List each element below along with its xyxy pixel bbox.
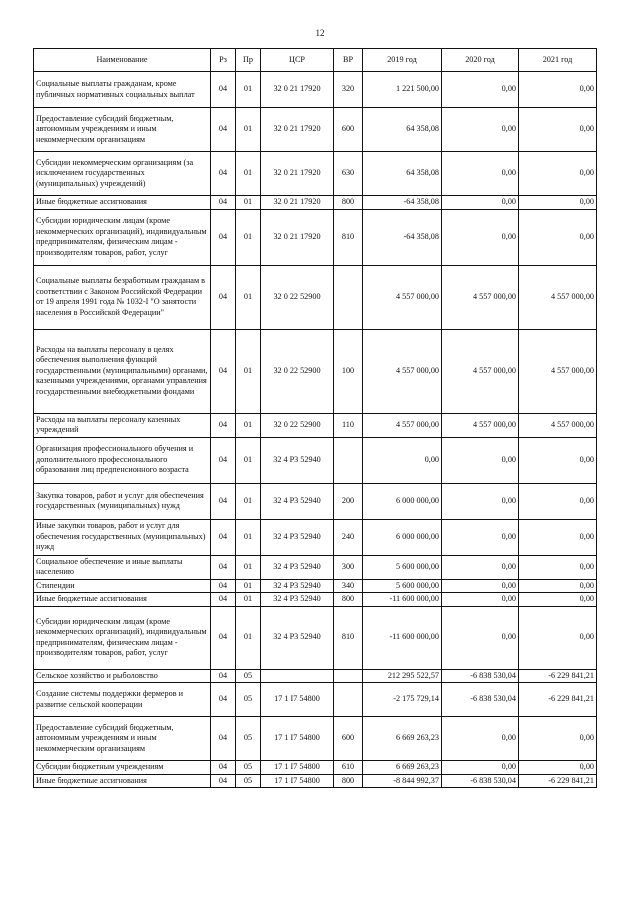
row-pr: 01 <box>236 413 261 437</box>
table-row <box>34 329 597 413</box>
table-row <box>34 108 597 152</box>
row-2021: 4 557 000,00 <box>519 329 597 413</box>
row-rz: 04 <box>211 152 236 196</box>
table-row <box>34 593 597 607</box>
row-2020: 0,00 <box>442 483 519 519</box>
row-rz: 04 <box>211 593 236 607</box>
row-name: Предоставление субсидий бюджетным, автономным учреждениям и иным некоммерческим организациям <box>34 108 211 152</box>
row-2019: 4 557 000,00 <box>363 265 442 329</box>
row-csr: 32 0 21 17920 <box>261 72 334 108</box>
row-name: Расходы на выплаты персоналу в целях обеспечения выполнения функций государственными (муниципальными) органами, казенными учреждениями, органами управления государственными внебюджетными фондами <box>34 329 211 413</box>
row-csr: 32 0 22 52900 <box>261 329 334 413</box>
header-2019: 2019 год <box>363 49 442 72</box>
row-csr: 32 4 P3 52940 <box>261 437 334 483</box>
row-2019: -8 844 992,37 <box>363 774 442 788</box>
row-vr: 600 <box>334 108 363 152</box>
row-name: Стипендии <box>34 579 211 593</box>
table-row <box>34 437 597 483</box>
row-2021: 0,00 <box>519 437 597 483</box>
row-2019: 6 669 263,23 <box>363 761 442 775</box>
table-row <box>34 761 597 775</box>
row-pr: 01 <box>236 108 261 152</box>
row-2021: 0,00 <box>519 519 597 555</box>
row-2020: 0,00 <box>442 579 519 593</box>
row-2019: 4 557 000,00 <box>363 413 442 437</box>
row-2020: 0,00 <box>442 152 519 196</box>
row-csr: 32 4 P3 52940 <box>261 483 334 519</box>
row-name: Иные бюджетные ассигнования <box>34 593 211 607</box>
header-vr: ВР <box>334 49 363 72</box>
row-rz: 04 <box>211 717 236 761</box>
row-rz: 04 <box>211 72 236 108</box>
table-row <box>34 209 597 265</box>
row-pr: 05 <box>236 761 261 775</box>
row-rz: 04 <box>211 579 236 593</box>
row-2020: 0,00 <box>442 519 519 555</box>
row-2021: 0,00 <box>519 196 597 210</box>
table-row <box>34 579 597 593</box>
row-rz: 04 <box>211 555 236 579</box>
row-2019: 64 358,08 <box>363 152 442 196</box>
row-pr: 01 <box>236 209 261 265</box>
header-csr: ЦСР <box>261 49 334 72</box>
row-vr: 800 <box>334 593 363 607</box>
row-2021: 0,00 <box>519 555 597 579</box>
row-2019: -2 175 729,14 <box>363 683 442 717</box>
row-rz: 04 <box>211 265 236 329</box>
row-csr: 32 0 21 17920 <box>261 108 334 152</box>
row-rz: 04 <box>211 519 236 555</box>
row-name: Сельское хозяйство и рыболовство <box>34 669 211 683</box>
table-row <box>34 483 597 519</box>
table-row <box>34 265 597 329</box>
row-csr: 32 0 21 17920 <box>261 152 334 196</box>
row-2021: 0,00 <box>519 717 597 761</box>
row-2019: 6 000 000,00 <box>363 483 442 519</box>
row-2020: 4 557 000,00 <box>442 265 519 329</box>
row-csr: 32 0 21 17920 <box>261 196 334 210</box>
row-csr: 32 0 22 52900 <box>261 413 334 437</box>
row-2020: 4 557 000,00 <box>442 413 519 437</box>
row-2021: 4 557 000,00 <box>519 265 597 329</box>
row-2020: 0,00 <box>442 761 519 775</box>
row-vr: 600 <box>334 717 363 761</box>
row-name: Иные бюджетные ассигнования <box>34 774 211 788</box>
row-csr <box>261 669 334 683</box>
row-vr: 320 <box>334 72 363 108</box>
row-csr: 32 4 P3 52940 <box>261 606 334 669</box>
row-name: Социальные выплаты безработным гражданам в соответствии с Законом Российской Федерации от 19 апреля 1991 года № 1032-I "О занятости населения в Российской Федерации" <box>34 265 211 329</box>
table-row <box>34 152 597 196</box>
header-pr: Пр <box>236 49 261 72</box>
row-pr: 01 <box>236 72 261 108</box>
row-2019: 4 557 000,00 <box>363 329 442 413</box>
row-2020: 0,00 <box>442 196 519 210</box>
row-2020: -6 838 530,04 <box>442 683 519 717</box>
row-name: Субсидии юридическим лицам (кроме некоммерческих организаций), индивидуальным предпринимателям, физическим лицам - производителям товаров, работ, услуг <box>34 209 211 265</box>
row-rz: 04 <box>211 329 236 413</box>
row-csr: 32 4 P3 52940 <box>261 579 334 593</box>
row-csr: 17 1 I7 54800 <box>261 717 334 761</box>
row-vr: 810 <box>334 209 363 265</box>
row-rz: 04 <box>211 774 236 788</box>
header-name: Наименование <box>34 49 211 72</box>
row-pr: 01 <box>236 196 261 210</box>
row-2019: 212 295 522,57 <box>363 669 442 683</box>
row-2019: 5 600 000,00 <box>363 579 442 593</box>
header-2021: 2021 год <box>519 49 597 72</box>
row-2019: -64 358,08 <box>363 209 442 265</box>
row-name: Иные бюджетные ассигнования <box>34 196 211 210</box>
row-name: Социальные выплаты гражданам, кроме публичных нормативных социальных выплат <box>34 72 211 108</box>
row-2021: 0,00 <box>519 606 597 669</box>
row-name: Расходы на выплаты персоналу казенных учреждений <box>34 413 211 437</box>
row-2020: -6 838 530,04 <box>442 669 519 683</box>
table-row <box>34 72 597 108</box>
row-name: Субсидии некоммерческим организациям (за исключением государственных (муниципальных) учреждений) <box>34 152 211 196</box>
row-vr <box>334 265 363 329</box>
row-vr: 610 <box>334 761 363 775</box>
row-2021: -6 229 841,21 <box>519 669 597 683</box>
row-pr: 01 <box>236 555 261 579</box>
row-2021: 0,00 <box>519 579 597 593</box>
row-rz: 04 <box>211 669 236 683</box>
row-rz: 04 <box>211 761 236 775</box>
row-2020: 0,00 <box>442 72 519 108</box>
row-2019: -11 600 000,00 <box>363 593 442 607</box>
row-vr: 810 <box>334 606 363 669</box>
row-vr: 300 <box>334 555 363 579</box>
table-row <box>34 555 597 579</box>
page-number: 12 <box>315 28 325 38</box>
row-2021: 0,00 <box>519 483 597 519</box>
table-row <box>34 519 597 555</box>
row-2020: 0,00 <box>442 606 519 669</box>
table-header-row <box>34 49 597 72</box>
row-2019: 64 358,08 <box>363 108 442 152</box>
row-2020: -6 838 530,04 <box>442 774 519 788</box>
row-2019: -11 600 000,00 <box>363 606 442 669</box>
row-2021: 4 557 000,00 <box>519 413 597 437</box>
row-csr: 17 1 I7 54800 <box>261 761 334 775</box>
row-2021: 0,00 <box>519 108 597 152</box>
row-vr: 340 <box>334 579 363 593</box>
row-2021: 0,00 <box>519 761 597 775</box>
row-vr <box>334 437 363 483</box>
row-rz: 04 <box>211 413 236 437</box>
row-pr: 01 <box>236 152 261 196</box>
row-vr <box>334 683 363 717</box>
row-csr: 32 4 P3 52940 <box>261 519 334 555</box>
row-rz: 04 <box>211 483 236 519</box>
row-pr: 01 <box>236 606 261 669</box>
row-name: Субсидии бюджетным учреждениям <box>34 761 211 775</box>
row-vr: 800 <box>334 196 363 210</box>
row-rz: 04 <box>211 209 236 265</box>
row-2020: 0,00 <box>442 108 519 152</box>
row-rz: 04 <box>211 196 236 210</box>
row-name: Предоставление субсидий бюджетным, автономным учреждениям и иным некоммерческим организациям <box>34 717 211 761</box>
row-2020: 0,00 <box>442 437 519 483</box>
row-2019: 5 600 000,00 <box>363 555 442 579</box>
row-vr: 800 <box>334 774 363 788</box>
row-2019: 6 669 263,23 <box>363 717 442 761</box>
row-2019: 1 221 500,00 <box>363 72 442 108</box>
row-vr <box>334 669 363 683</box>
row-name: Организация профессионального обучения и дополнительного профессионального образования лиц предпенсионного возраста <box>34 437 211 483</box>
row-name: Субсидии юридическим лицам (кроме некоммерческих организаций), индивидуальным предпринимателям, физическим лицам - производителям товаров, работ, услуг <box>34 606 211 669</box>
row-pr: 05 <box>236 774 261 788</box>
row-2020: 0,00 <box>442 555 519 579</box>
row-2020: 0,00 <box>442 717 519 761</box>
row-vr: 200 <box>334 483 363 519</box>
row-2020: 0,00 <box>442 593 519 607</box>
row-name: Закупка товаров, работ и услуг для обеспечения государственных (муниципальных) нужд <box>34 483 211 519</box>
row-vr: 630 <box>334 152 363 196</box>
table-row <box>34 196 597 210</box>
row-2020: 0,00 <box>442 209 519 265</box>
table-row <box>34 683 597 717</box>
row-pr: 01 <box>236 329 261 413</box>
row-2021: 0,00 <box>519 209 597 265</box>
row-csr: 32 0 22 52900 <box>261 265 334 329</box>
table-row <box>34 774 597 788</box>
row-pr: 01 <box>236 593 261 607</box>
row-rz: 04 <box>211 437 236 483</box>
row-name: Создание системы поддержки фермеров и развитие сельской кооперации <box>34 683 211 717</box>
row-name: Иные закупки товаров, работ и услуг для обеспечения государственных (муниципальных) нужд <box>34 519 211 555</box>
row-pr: 05 <box>236 669 261 683</box>
row-2019: -64 358,08 <box>363 196 442 210</box>
row-csr: 17 1 I7 54800 <box>261 683 334 717</box>
row-2021: 0,00 <box>519 593 597 607</box>
row-csr: 32 4 P3 52940 <box>261 555 334 579</box>
row-pr: 01 <box>236 483 261 519</box>
row-vr: 110 <box>334 413 363 437</box>
row-vr: 100 <box>334 329 363 413</box>
row-2021: 0,00 <box>519 72 597 108</box>
table-row <box>34 606 597 669</box>
row-pr: 01 <box>236 265 261 329</box>
row-2019: 6 000 000,00 <box>363 519 442 555</box>
row-2020: 4 557 000,00 <box>442 329 519 413</box>
row-2021: 0,00 <box>519 152 597 196</box>
table-row <box>34 413 597 437</box>
budget-table <box>33 48 597 788</box>
row-rz: 04 <box>211 108 236 152</box>
table-row <box>34 669 597 683</box>
row-2021: -6 229 841,21 <box>519 683 597 717</box>
row-pr: 05 <box>236 717 261 761</box>
table-row <box>34 717 597 761</box>
row-csr: 17 1 I7 54800 <box>261 774 334 788</box>
row-rz: 04 <box>211 606 236 669</box>
row-pr: 05 <box>236 683 261 717</box>
row-csr: 32 4 P3 52940 <box>261 593 334 607</box>
row-csr: 32 0 21 17920 <box>261 209 334 265</box>
row-vr: 240 <box>334 519 363 555</box>
row-2021: -6 229 841,21 <box>519 774 597 788</box>
row-pr: 01 <box>236 437 261 483</box>
row-pr: 01 <box>236 579 261 593</box>
row-pr: 01 <box>236 519 261 555</box>
row-rz: 04 <box>211 683 236 717</box>
header-2020: 2020 год <box>442 49 519 72</box>
header-rz: Рз <box>211 49 236 72</box>
row-2019: 0,00 <box>363 437 442 483</box>
row-name: Социальное обеспечение и иные выплаты населению <box>34 555 211 579</box>
